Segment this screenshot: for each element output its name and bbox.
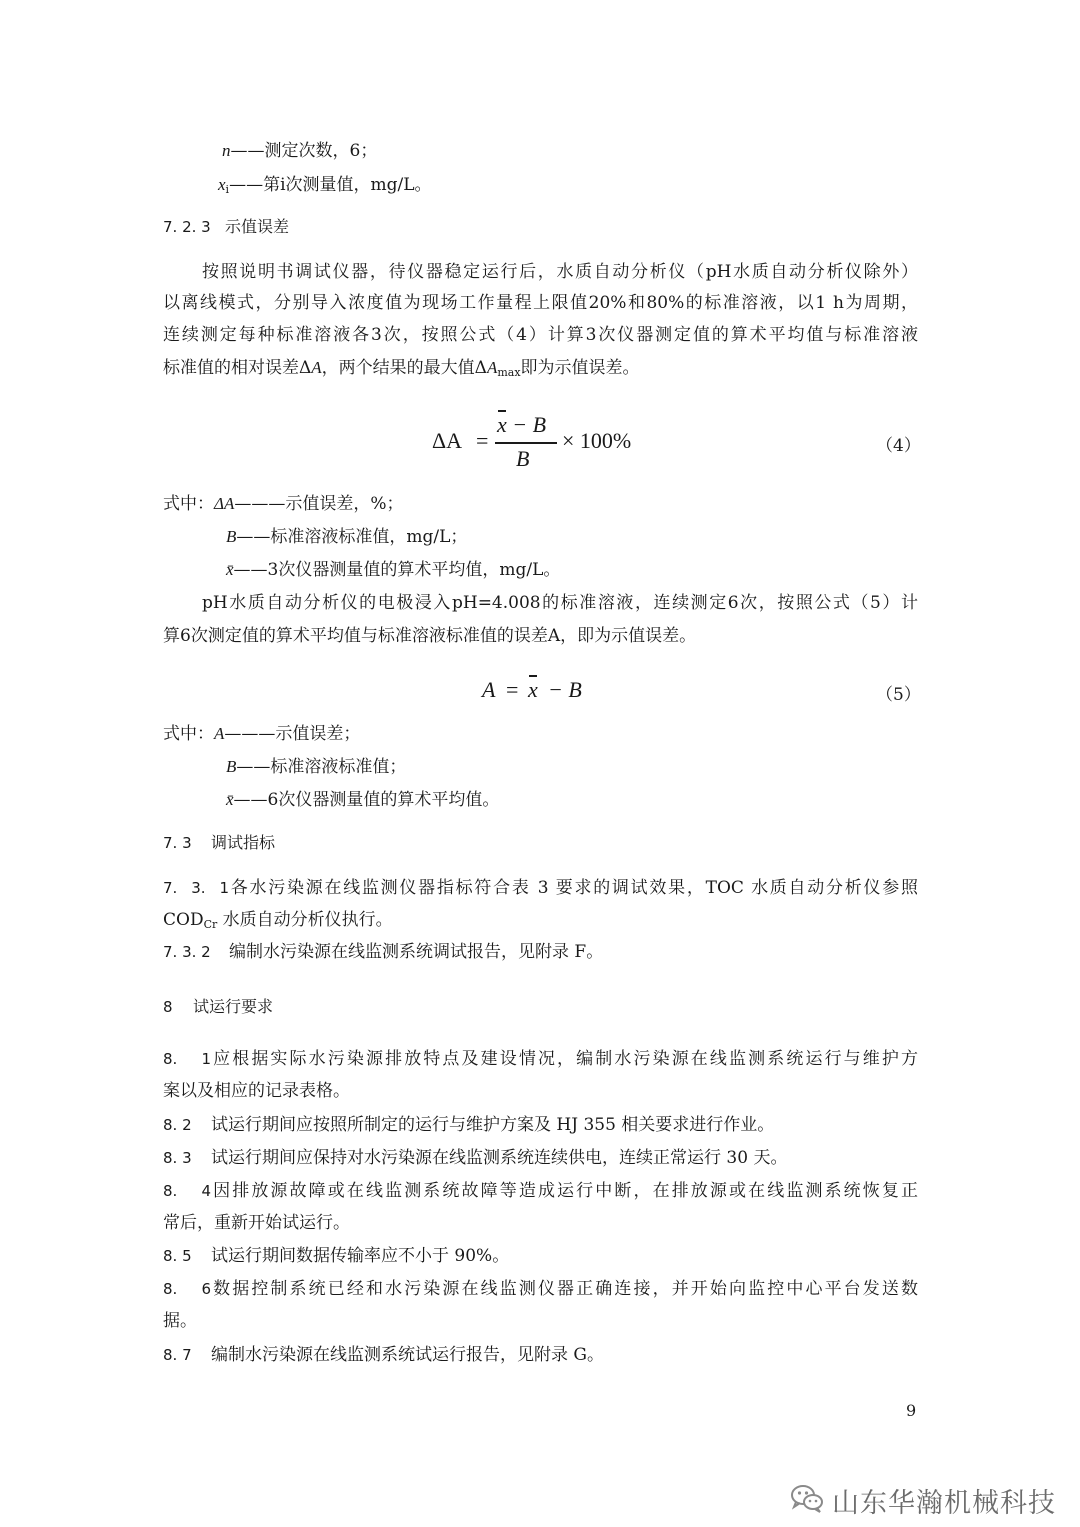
eq5-rhs: − B (548, 677, 582, 702)
eq4-fraction-bar (495, 442, 557, 444)
eq4-equals: = (476, 428, 489, 453)
para-ph-line-1: pH水质自动分析仪的电极浸入pH=4.008的标准溶液，连续测定6次，按照公式（5）计 (202, 593, 918, 613)
eq5-equals: = (506, 677, 519, 702)
section-7-3-1-line-1: 7. 3. 1各水污染源在线监测仪器指标符合表 3 要求的调试效果，TOC 水质自动分析仪参照 (163, 878, 918, 898)
eq5-number: （5） (876, 685, 921, 705)
where4-line-2: B——标准溶液标准值，mg/L； (226, 527, 468, 547)
page-number: 9 (906, 1401, 917, 1420)
eq4-numerator: x − B (497, 412, 547, 437)
wechat-icon (790, 1483, 824, 1518)
eq5-xbar: x (528, 677, 538, 702)
item-8-6-line-2: 据。 (163, 1311, 197, 1331)
eq4-denominator: B (516, 446, 530, 471)
para-7-2-3-line-3: 连续测定每种标准溶液各3次，按照公式（4）计算3次仪器测定值的算术平均值与标准溶液 (163, 325, 918, 345)
para-7-2-3-line-4: 标准值的相对误差ΔA，两个结果的最大值$\Delta A_{max}$即为示值误差。 (163, 358, 640, 379)
item-8-3: 8. 3 试运行期间应保持对水污染源在线监测系统连续供电，连续正常运行 30 天。 (163, 1148, 788, 1168)
item-8-7: 8. 7 编制水污染源在线监测系统试运行报告，见附录 G。 (163, 1345, 604, 1365)
item-8-1-line-1: 8. 1应根据实际水污染源排放特点及建设情况，编制水污染源在线监测系统运行与维护方 (163, 1049, 918, 1069)
item-8-5: 8. 5 试运行期间数据传输率应不小于 90%。 (163, 1246, 510, 1266)
section-8-heading: 8 试运行要求 (163, 997, 274, 1016)
section-7-3-2: 7. 3. 2 编制水污染源在线监测系统调试报告，见附录 F。 (163, 942, 604, 962)
item-8-1-line-2: 案以及相应的记录表格。 (163, 1081, 350, 1101)
eq5-lhs: A (482, 677, 496, 702)
item-8-4-line-1: 8. 4因排放源故障或在线监测系统故障等造成运行中断，在排放源或在线监测系统恢复正 (163, 1181, 918, 1201)
item-8-4-line-2: 常后，重新开始试运行。 (163, 1213, 350, 1233)
where5-line-1: 式中：A———示值误差； (163, 724, 361, 744)
where5-line-3: x̄——6次仪器测量值的算术平均值。 (226, 790, 500, 810)
para-7-2-3-line-2: 以离线模式，分别导入浓度值为现场工作量程上限值20%和80%的标准溶液，以1 h为周期， (163, 293, 918, 313)
para-7-2-3-line-1: 按照说明书调试仪器，待仪器稳定运行后，水质自动分析仪（pH水质自动分析仪除外） (202, 262, 918, 282)
eq4-lhs: ΔA (432, 428, 463, 453)
item-8-6-line-1: 8. 6数据控制系统已经和水污染源在线监测仪器正确连接，并开始向监控中心平台发送数 (163, 1279, 918, 1299)
item-8-2: 8. 2 试运行期间应按照所制定的运行与维护方案及 HJ 355 相关要求进行作业。 (163, 1115, 775, 1135)
watermark (790, 1478, 1056, 1522)
eq4-multiplier: × 100% (562, 428, 632, 453)
def-n: n——测定次数，6； (222, 141, 378, 161)
section-7-3-heading: 7. 3 调试指标 (163, 833, 276, 852)
where5-line-2: B——标准溶液标准值； (226, 757, 407, 777)
def-xi: $x_i——$第i次测量值，mg/L。 (218, 175, 432, 196)
watermark-text: 山东华瀚机械科技 (832, 1487, 1056, 1519)
where4-line-1: 式中：ΔA———示值误差，%； (163, 494, 404, 514)
para-ph-line-2: 算6次测定值的算术平均值与标准溶液标准值的误差A，即为示值误差。 (163, 626, 697, 646)
section-7-2-3-heading: 7. 2. 3 示值误差 (163, 217, 290, 236)
section-7-3-1-line-2: $COD_{Cr}$ 水质自动分析仪执行。 (163, 910, 393, 931)
where4-line-3: x̄——3次仪器测量值的算术平均值，mg/L。 (226, 560, 561, 580)
eq4-number: （4） (876, 436, 921, 456)
